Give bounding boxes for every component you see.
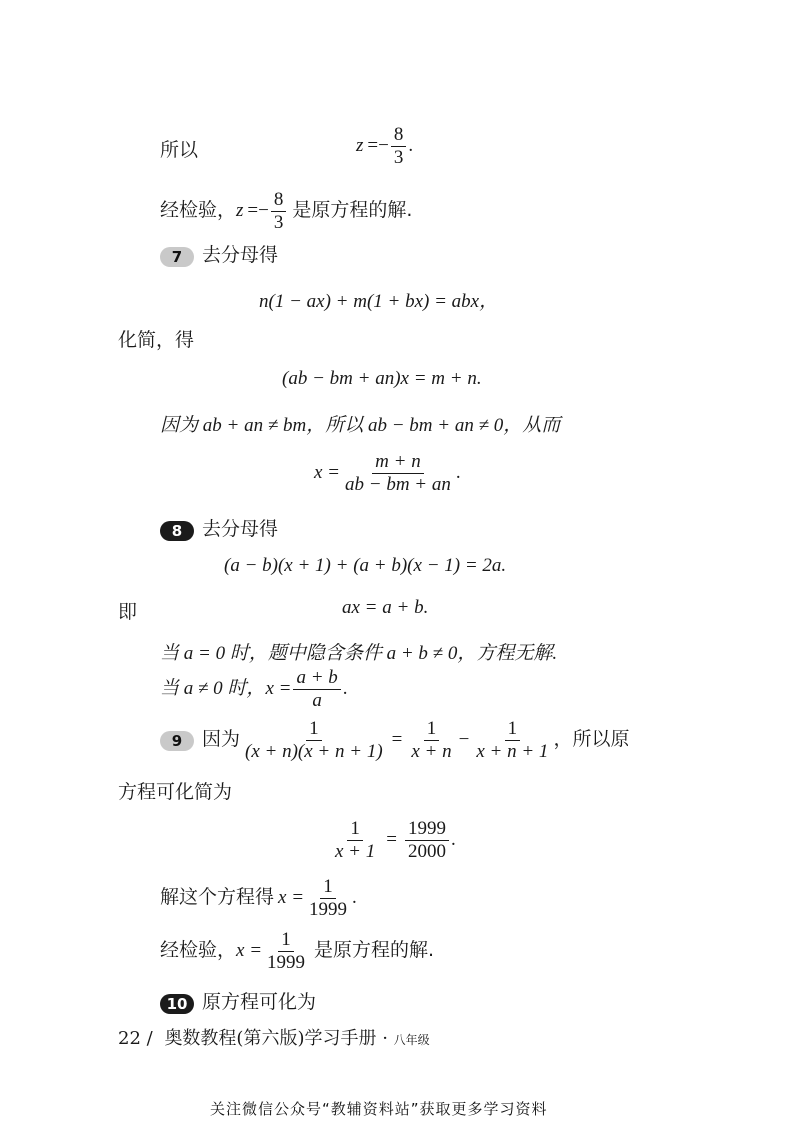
fraction xyxy=(391,124,407,169)
step-label: 原方程可化为 xyxy=(202,991,317,1013)
equation: (ab − bm + an)x = m + n. xyxy=(282,368,482,389)
problem-10-heading xyxy=(160,987,316,1014)
period: . xyxy=(455,462,461,483)
numerator: a + b xyxy=(293,667,340,690)
problem-number-badge: 9 xyxy=(160,731,194,751)
denominator: 3 xyxy=(393,147,404,168)
var-z: z xyxy=(356,135,364,156)
denominator: (x + n)(x + n + 1) xyxy=(245,741,383,762)
so-label: 所以 xyxy=(160,139,199,161)
numerator: 8 xyxy=(271,189,287,212)
equals: = xyxy=(391,729,403,750)
simplify-label: 化简，得 xyxy=(118,329,195,351)
fraction xyxy=(332,818,378,863)
period: . xyxy=(450,829,456,850)
equation: n(1 − ax) + m(1 + bx) = abx， xyxy=(259,291,499,312)
case-line xyxy=(160,667,348,712)
minus: − xyxy=(458,729,470,750)
denominator: 3 xyxy=(273,212,284,233)
equation: ax = a + b. xyxy=(342,597,429,618)
fraction xyxy=(342,451,454,496)
denominator: x + 1 xyxy=(335,841,376,862)
denominator: 1999 xyxy=(309,899,348,920)
denominator: x + n + 1 xyxy=(476,741,549,762)
equals: = xyxy=(386,829,397,850)
fraction xyxy=(271,189,287,234)
lhs: x = xyxy=(236,940,263,961)
because-label: 因为 xyxy=(202,728,241,750)
fraction xyxy=(408,718,454,763)
equals-minus: =− xyxy=(367,135,389,156)
numerator: 8 xyxy=(391,124,407,147)
var-z: z xyxy=(236,200,244,221)
fraction xyxy=(242,718,386,763)
lhs: x = xyxy=(278,887,305,908)
problem-7-heading xyxy=(160,240,278,267)
equation: (a − b)(x + 1) + (a + b)(x − 1) = 2a. xyxy=(224,555,507,576)
problem-number-badge: 7 xyxy=(160,247,194,267)
simplify-label: 方程可化简为 xyxy=(118,781,233,803)
fraction xyxy=(473,718,551,763)
step-label: 去分母得 xyxy=(202,518,279,540)
ji-label: 即 xyxy=(118,601,138,623)
solve-prefix: 解这个方程得 xyxy=(160,886,275,908)
check-suffix: 是原方程的解. xyxy=(314,939,435,961)
check-line-z xyxy=(160,189,412,234)
check-suffix: 是原方程的解. xyxy=(292,199,413,221)
equation-z xyxy=(356,124,413,169)
denominator: a xyxy=(312,690,322,711)
page-footer xyxy=(118,1024,430,1050)
tail-text: ，所以原 xyxy=(553,728,630,750)
numerator: 1999 xyxy=(405,818,449,841)
check-prefix: 经检验， xyxy=(160,939,237,961)
problem-number-badge: 10 xyxy=(160,994,194,1014)
period: . xyxy=(408,135,414,156)
case-line: 当 a = 0 时，题中隐含条件 a + b ≠ 0，方程无解. xyxy=(160,643,558,664)
denominator: 2000 xyxy=(407,841,446,862)
numerator: 1 xyxy=(306,718,322,741)
check-line-x xyxy=(160,929,434,974)
reasoning-line: 因为 ab + an ≠ bm，所以 ab − bm + an ≠ 0，从而 xyxy=(160,415,561,436)
lhs: x = xyxy=(265,678,292,699)
period: . xyxy=(352,887,357,908)
grade-label: 八年级 xyxy=(393,1033,430,1047)
problem-9-line xyxy=(160,718,629,763)
fraction xyxy=(306,876,350,921)
fraction xyxy=(264,929,308,974)
equation xyxy=(330,818,456,863)
book-title: 奥数教程(第六版)学习手册 · xyxy=(164,1028,388,1049)
case-prefix: 当 a ≠ 0 时， xyxy=(160,678,266,699)
lhs: x = xyxy=(314,462,341,483)
numerator: 1 xyxy=(505,718,521,741)
problem-number-badge: 8 xyxy=(160,521,194,541)
denominator: x + n xyxy=(411,741,452,762)
solve-line xyxy=(160,876,357,921)
watermark: 关注微信公众号“教辅资料站”获取更多学习资料 xyxy=(210,1100,548,1118)
step-label: 去分母得 xyxy=(202,244,279,266)
solution-x xyxy=(314,451,461,496)
check-prefix: 经检验， xyxy=(160,199,237,221)
numerator: 1 xyxy=(424,718,440,741)
fraction xyxy=(405,818,449,863)
numerator: 1 xyxy=(278,929,294,952)
numerator: 1 xyxy=(347,818,363,841)
numerator: 1 xyxy=(320,876,336,899)
problem-8-heading xyxy=(160,514,278,541)
equals-minus: =− xyxy=(247,200,269,221)
numerator: m + n xyxy=(372,451,424,474)
period: . xyxy=(342,678,348,699)
denominator: ab − bm + an xyxy=(345,474,451,495)
denominator: 1999 xyxy=(267,952,306,973)
page-number: 22 / xyxy=(118,1028,153,1049)
fraction xyxy=(293,667,340,712)
